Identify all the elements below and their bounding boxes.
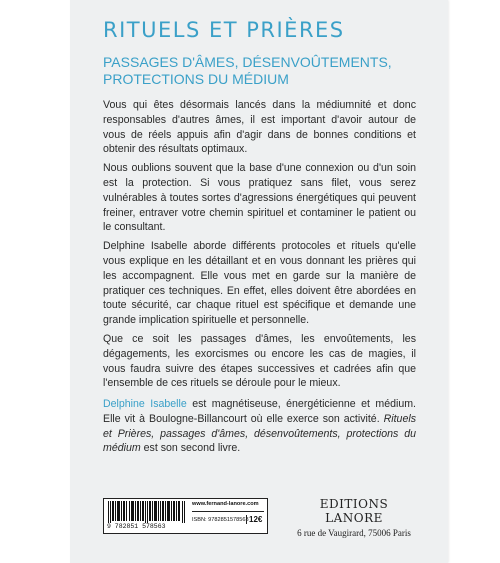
author-bio [103, 397, 416, 456]
book-title: RITUELS ET PRIÈRES [103, 18, 345, 42]
blurb-paragraph-2: Nous oublions souvent que la base d'une connexion ou d'un soin est la protection. Si vous pratiquez sans filet, vous serez vulnérables à toutes sortes d'agressions énergétiques qui peuvent freiner, entraver votre chemin spirituel et contaminer le patient ou le consultant. [103, 162, 416, 234]
barcode-icon [107, 501, 187, 523]
barcode-panel [103, 498, 268, 534]
publisher [289, 497, 419, 538]
publisher-name: EDITIONS LANORE [319, 497, 389, 525]
barcode-digits: 9 782851 578563 [107, 523, 166, 530]
book-reference: Rituels et Prières, passages d'âmes, désenvoûtements, protections du médium [103, 412, 416, 455]
price: 12€ [246, 515, 269, 524]
author-name: Delphine Isabelle [103, 398, 187, 410]
subtitle-line-1: PASSAGES D'ÂMES, DÉSENVOÛTEMENTS, [103, 54, 392, 70]
blurb [103, 98, 416, 395]
blurb-paragraph-1: Vous qui êtes désormais lancés dans la médiumnité et donc responsables d'autres âmes, il est important d'avoir autour de vous de réels appuis afin d'agir dans de bonnes conditions et obtenir des résultats optimaux. [103, 99, 416, 156]
author-bio-text: est magnétiseuse, énergéticienne et médium. Elle vit à Boulogne-Billancourt où elle exerce son activité. [103, 398, 416, 425]
book-subtitle [103, 54, 403, 88]
publisher-address: 6 rue de Vaugirard, 75006 Paris [297, 528, 411, 538]
blurb-paragraph-3: Delphine Isabelle aborde différents protocoles et rituels qu'elle vous explique en les détaillant et en vous donnant les prières qui les accompagnent. Elle vous met en garde sur la manière de pratiquer ces techniques. En effet, elles doivent être abordées en toute sécurité, car chaque rituel est spécifique et demande une grande implication spirituelle et personnelle. [103, 240, 416, 327]
publisher-url: www.fernand-lanore.com [192, 501, 264, 512]
subtitle-line-2: PROTECTIONS DU MÉDIUM [103, 71, 289, 87]
blurb-paragraph-4: Que ce soit les passages d'âmes, les envoûtements, les dégagements, les exorcismes ou encore les cas de magies, il vous faudra suivre des étapes successives et cadrées afin que l'ensemble de ces rituels se déroule pour le mieux. [103, 332, 416, 390]
author-bio-end: est son second livre. [140, 442, 241, 455]
isbn: ISBN: 9782851578563 [192, 517, 249, 523]
